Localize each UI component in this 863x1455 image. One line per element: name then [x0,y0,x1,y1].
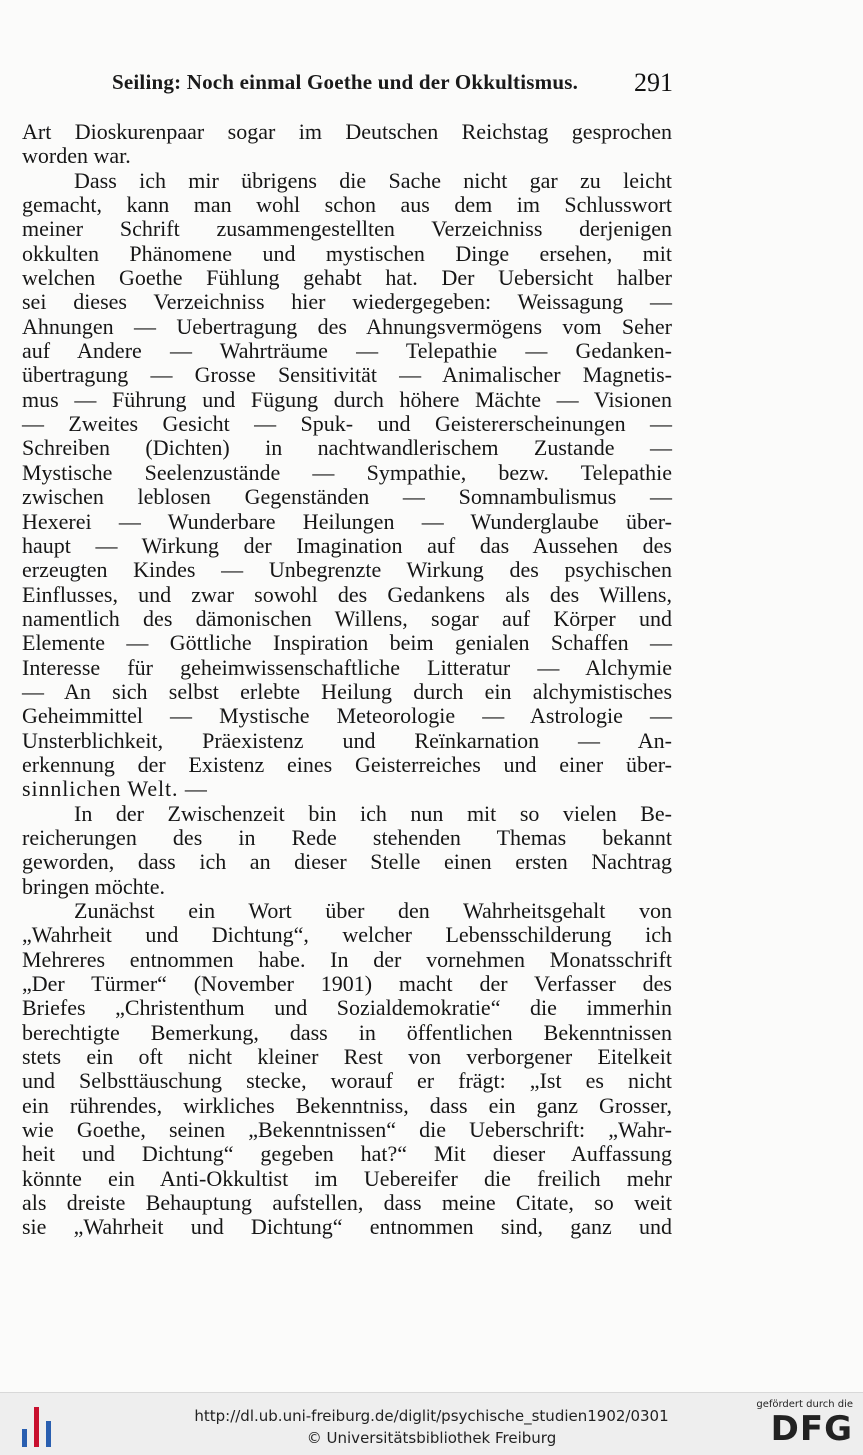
text-line: bringen möchte. [22,873,165,899]
text-line: Elemente — Göttliche Inspiration beim genialen Schaffen — [22,630,672,656]
text-line: mus — Führung und Fügung durch höhere Mächte — Visionen [22,386,672,412]
text-line: Ahnungen — Uebertragung des Ahnungsvermögens vom Seher [22,313,672,339]
permalink-url[interactable]: http://dl.ub.uni-freiburg.de/diglit/psychische_studien1902/0301 [194,1407,669,1425]
text-line: namentlich des dämonischen Willens, sogar auf Körper und [22,605,672,631]
text-line: worden war. [22,143,131,169]
text-line: heit und Dichtung“ gegeben hat?“ Mit dieser Auffassung [22,1141,672,1167]
page-number: 291 [634,68,673,97]
text-line: und Selbsttäuschung stecke, worauf er frägt: „Ist es nicht [22,1068,672,1094]
text-line: wie Goethe, seinen „Bekenntnissen“ die Ueberschrift: „Wahr- [22,1117,672,1143]
body-text [22,120,672,1240]
text-line: „Der Türmer“ (November 1901) macht der Verfasser des [22,971,672,997]
text-line: Interesse für geheimwissenschaftliche Litteratur — Alchymie [22,654,672,680]
text-line: Art Dioskurenpaar sogar im Deutschen Reichstag gesprochen [22,119,672,144]
text-line: ein rührendes, wirkliches Bekenntniss, dass ein ganz Grosser, [22,1092,672,1118]
text-line: okkulten Phänomene und mystischen Dinge ersehen, mit [22,240,672,266]
text-line: Mehreres entnommen habe. In der vornehmen Monatsschrift [22,946,672,972]
text-line: Dass ich mir übrigens die Sache nicht gar zu leicht [74,167,672,193]
text-line: sinnlichen Welt. — [22,776,208,802]
text-line: erzeugten Kindes — Unbegrenzte Wirkung des psychischen [22,557,672,583]
text-line: Einflusses, und zwar sowohl des Gedankens als des Willens, [22,581,672,607]
viewer-footer [0,1392,863,1455]
text-line: gemacht, kann man wohl schon aus dem im Schlusswort [22,192,672,218]
text-line: reicherungen des in Rede stehenden Themas bekannt [22,824,672,850]
copyright-notice: © Universitätsbibliothek Freiburg [306,1429,557,1447]
text-line: Briefes „Christenthum und Sozialdemokratie“ die immerhin [22,995,672,1021]
text-line: Zunächst ein Wort über den Wahrheitsgehalt von [74,898,672,923]
text-line: — An sich selbst erlebte Heilung durch ein alchymistisches [22,678,672,704]
text-line: „Wahrheit und Dichtung“, welcher Lebensschilderung ich [22,922,672,948]
text-line: erkennung der Existenz eines Geisterreiches und einer über- [22,751,672,777]
text-line: zwischen leblosen Gegenständen — Somnambulismus — [22,484,672,510]
text-line: könnte ein Anti-Okkultist im Uebereifer die freilich mehr [22,1165,672,1191]
text-line: auf Andere — Wahrträume — Telepathie — Gedanken- [22,338,672,364]
page-header [24,68,673,98]
text-line: geworden, dass ich an dieser Stelle einen ersten Nachtrag [22,849,672,875]
text-line: übertragung — Grosse Sensitivität — Animalischer Magnetis- [22,362,672,388]
text-line: — Zweites Gesicht — Spuk- und Geistererscheinungen — [22,411,672,437]
text-line: meiner Schrift zusammengestellten Verzeichniss derjenigen [22,216,672,242]
funder-caption: gefördert durch die [756,1399,853,1410]
text-line: stets ein oft nicht kleiner Rest von verborgener Eitelkeit [22,1044,672,1070]
text-line: Schreiben (Dichten) in nachtwandlerischem Zustande — [22,435,672,461]
text-line: welchen Goethe Fühlung gehabt hat. Der Uebersicht halber [22,265,672,291]
text-line: als dreiste Behauptung aufstellen, dass meine Citate, so weit [22,1190,672,1216]
running-title: Seiling: Noch einmal Goethe und der Okkultismus. [112,70,579,94]
dfg-mark: DFG [770,1409,853,1449]
text-line: Hexerei — Wunderbare Heilungen — Wunderglaube über- [22,508,672,534]
text-line: Geheimmittel — Mystische Meteorologie — Astrologie — [22,703,672,729]
text-line: Mystische Seelenzustände — Sympathie, bezw. Telepathie [22,459,672,485]
text-line: berechtigte Bemerkung, dass in öffentlichen Bekenntnissen [22,1019,672,1045]
text-line: haupt — Wirkung der Imagination auf das Aussehen des [22,532,672,558]
text-line: In der Zwischenzeit bin ich nun mit so vielen Be- [74,800,672,826]
text-line: Unsterblichkeit, Präexistenz und Reïnkarnation — An- [22,727,672,753]
text-line: sie „Wahrheit und Dichtung“ entnommen sind, ganz und [22,1214,672,1240]
dfg-logo [753,1399,853,1451]
text-line: sei dieses Verzeichniss hier wiedergegeben: Weissagung — [22,289,672,315]
